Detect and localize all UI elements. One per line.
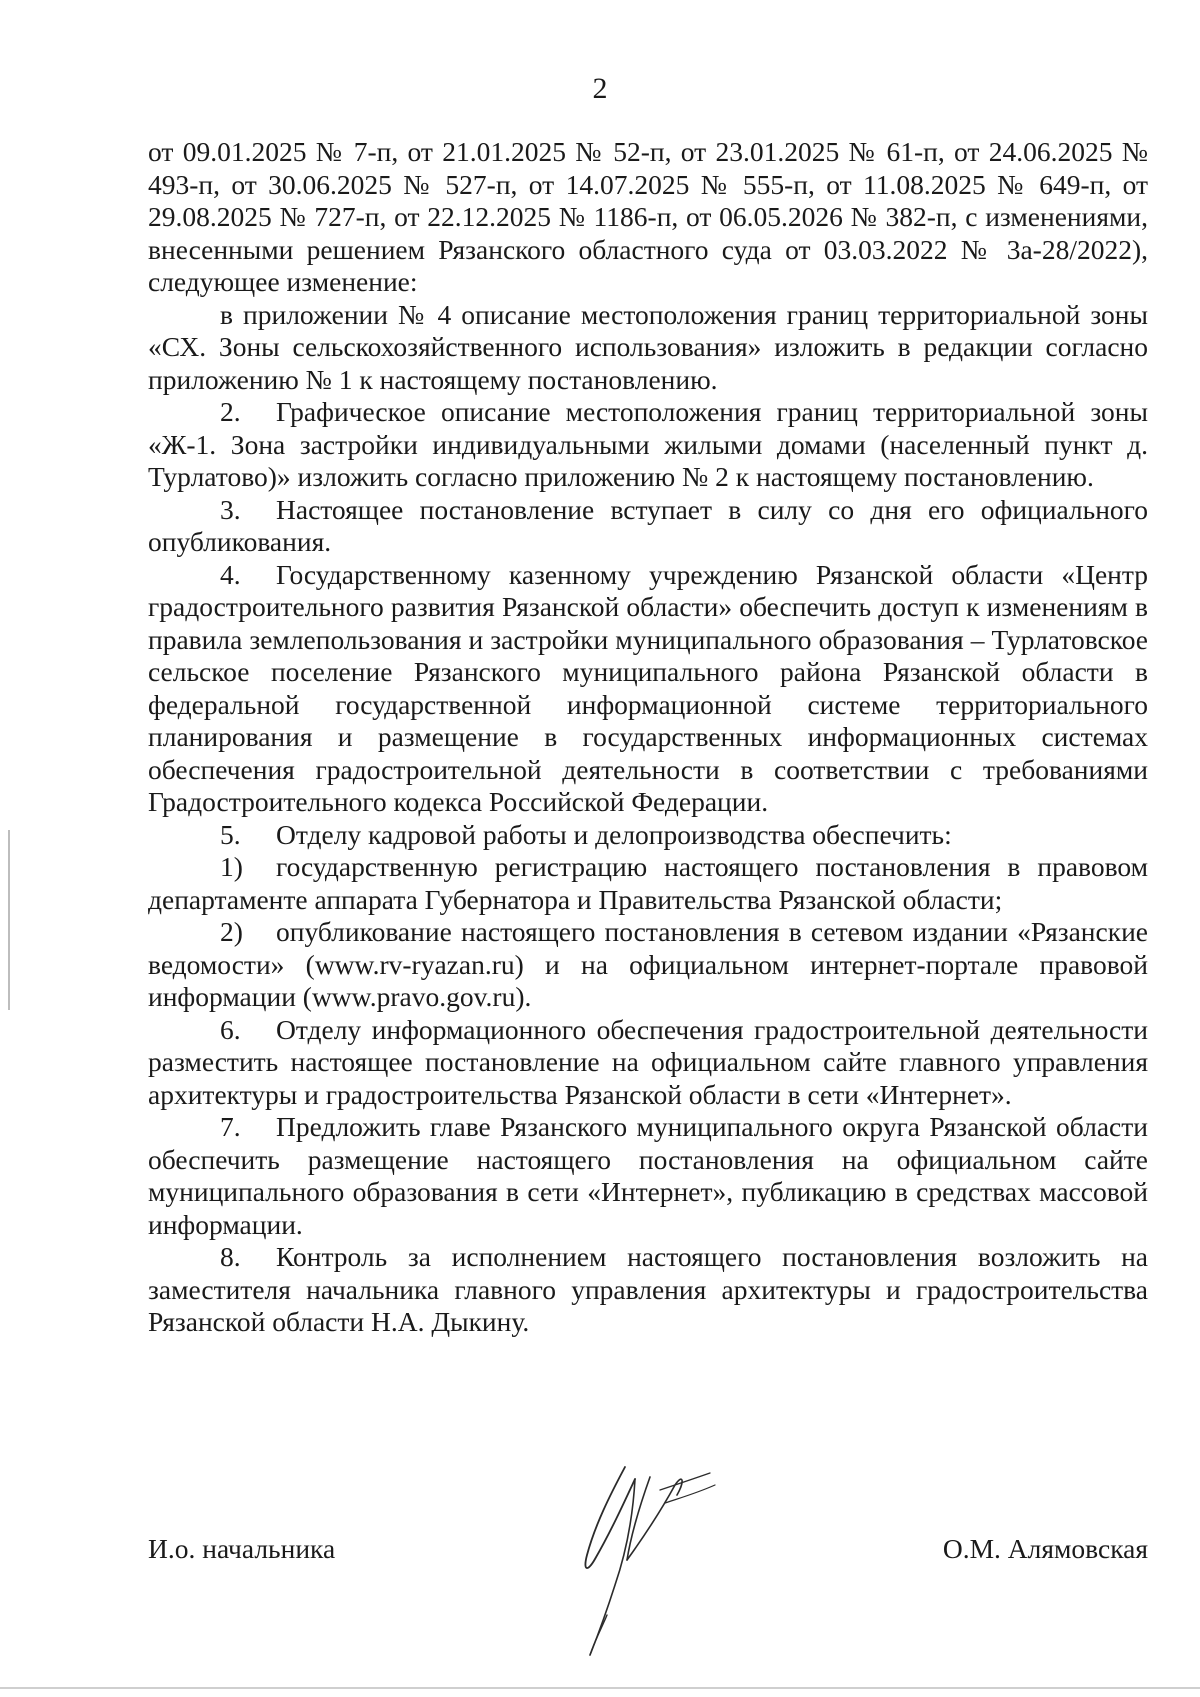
subitem-text: опубликование настоящего постановления в сетевом издании «Рязанские ведомости» (www.rv-ryazan.ru) и на официальном интернет-портале правовой информации (www.pravo.gov.ru). <box>148 916 1148 1012</box>
paragraph-item-7 <box>148 1111 1148 1241</box>
paragraph-item-4 <box>148 559 1148 819</box>
item-number: 3. <box>220 493 241 525</box>
item-number: 2. <box>220 396 241 427</box>
item-text: Графическое описание местоположения границ территориальной зоны «Ж-1. Зона застройки индивидуальными жилыми домами (населенный пункт д. Турлатово)» изложить согласно приложению № 2 к настоящему постановлению. <box>148 396 1148 492</box>
item-text: Контроль за исполнением настоящего постановления возложить на заместителя начальника главного управления архитектуры и градостроительства Рязанской области Н.А. Дыкину. <box>148 1241 1148 1337</box>
paragraph-subitem-2 <box>148 916 1148 1014</box>
paragraph-amendment-list: от 09.01.2025 № 7-п, от 21.01.2025 № 52-п, от 23.01.2025 № 61-п, от 24.06.2025 № 493-п, от 30.06.2025 № 527-п, от 14.07.2025 № 555-п, от 11.08.2025 № 649-п, от 29.08.2025 № 727-п, от 22.12.2025 № 1186-п, от 06.05.2026 № 382-п, с изменениями, внесенными решением Рязанского областного суда от 03.03.2022 № 3а-28/2022), следующее изменение: <box>148 136 1148 297</box>
subitem-number: 2) <box>220 916 243 947</box>
item-text: Отделу информационного обеспечения градостроительной деятельности разместить настоящее постановление на официальном сайте главного управления архитектуры и градостроительства Рязанской области в сети «Интернет». <box>148 1013 1148 1110</box>
page-number: 2 <box>592 72 608 105</box>
paragraph-item-3 <box>148 494 1148 559</box>
paragraph-item-6 <box>148 1014 1148 1112</box>
item-number: 8. <box>220 1241 241 1272</box>
item-number: 6. <box>220 1013 241 1045</box>
subitem-number: 1) <box>220 851 243 882</box>
paragraph-item-2 <box>148 396 1148 494</box>
scan-edge-mark <box>8 830 10 1010</box>
item-text: Предложить главе Рязанского муниципального округа Рязанской области обеспечить размещение настоящего постановления на официальном сайте муниципального образования в сети «Интернет», публикацию в средствах массовой информации. <box>148 1111 1148 1240</box>
subitem-text: государственную регистрацию настоящего постановления в правовом департаменте аппарата Губернатора и Правительства Рязанской области; <box>148 851 1148 915</box>
signature-block <box>148 1533 1148 1573</box>
paragraph-appendix-4-change: в приложении № 4 описание местоположения границ территориальной зоны «СХ. Зоны сельскохозяйственного использования» изложить в редакции согласно приложению № 1 к настоящему постановлению. <box>148 298 1148 395</box>
paragraph-item-8 <box>148 1241 1148 1339</box>
item-number: 4. <box>220 558 241 590</box>
item-number: 7. <box>220 1111 241 1142</box>
document-body <box>148 136 1148 1339</box>
scan-bottom-edge <box>0 1687 1200 1689</box>
signatory-title: И.о. начальника <box>148 1533 336 1564</box>
paragraph-subitem-1 <box>148 851 1148 916</box>
item-number: 5. <box>220 818 241 850</box>
item-text: Государственному казенному учреждению Рязанской области «Центр градостроительного развития Рязанской области» обеспечить доступ к изменениям в правила землепользования и застройки муниципального образования – Турлатовское сельское поселение Рязанского муниципального района Рязанской области в федеральной государственной информационной системе территориального планирования и размещение в государственных информационных системах обеспечения градостроительной деятельности в соответствии с требованиями Градостроительного кодекса Российской Федерации. <box>148 558 1148 817</box>
signatory-name: О.М. Алямовская <box>942 1533 1148 1564</box>
item-text: Отделу кадровой работы и делопроизводства обеспечить: <box>276 818 952 850</box>
item-text: Настоящее постановление вступает в силу со дня его официального опубликования. <box>148 493 1148 557</box>
paragraph-item-5 <box>148 819 1148 852</box>
